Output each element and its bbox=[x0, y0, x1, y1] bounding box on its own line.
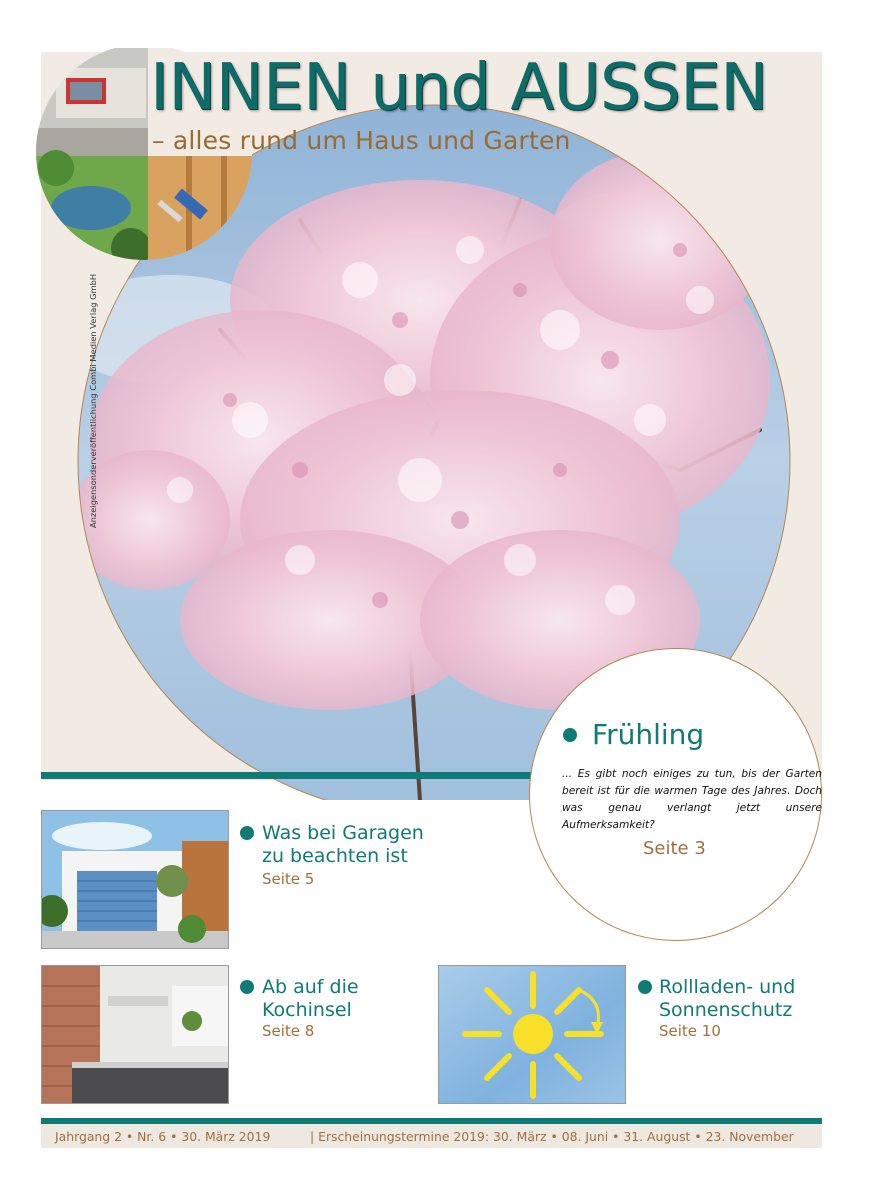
feature-page-ref[interactable]: Seite 3 bbox=[643, 838, 706, 859]
sun-icon bbox=[438, 965, 626, 1104]
feature-text: ... Es gibt noch einiges zu tun, bis der Garten bereit ist für die warmen Tage des Jahres. Doch was genau verlangt jetzt unsere Aufmerksamkeit? bbox=[562, 768, 822, 831]
footer-dates: | Erscheinungstermine 2019: 30. März • 08. Juni • 31. August • 23. November bbox=[310, 1129, 794, 1144]
kitchen-photo bbox=[41, 965, 229, 1104]
garage-photo bbox=[41, 810, 229, 949]
bullet-icon bbox=[563, 728, 577, 742]
page-ref-garage[interactable]: Seite 5 bbox=[262, 870, 315, 888]
page-ref-sunscreen[interactable]: Seite 10 bbox=[659, 1022, 721, 1040]
heading-line: zu beachten ist bbox=[262, 845, 408, 867]
article-heading-sunscreen[interactable] bbox=[659, 976, 795, 1022]
footer-issue: Jahrgang 2 • Nr. 6 • 30. März 2019 bbox=[55, 1129, 271, 1144]
magazine-title: INNEN und AUSSEN bbox=[150, 51, 768, 125]
heading-line: Sonnenschutz bbox=[659, 999, 793, 1021]
article-heading-garage[interactable] bbox=[262, 822, 424, 868]
publisher-note: Anzeigensonderveröffentlichung Combi Medien Verlag GmbH bbox=[88, 273, 98, 528]
heading-line: Kochinsel bbox=[262, 999, 352, 1021]
divider-top bbox=[41, 772, 541, 779]
feature-title[interactable]: Frühling bbox=[592, 718, 705, 751]
bullet-icon bbox=[240, 980, 254, 994]
heading-line: Was bei Garagen bbox=[262, 822, 424, 844]
page-ref-kitchen[interactable]: Seite 8 bbox=[262, 1022, 315, 1040]
heading-line: Rollladen- und bbox=[659, 976, 796, 998]
bullet-icon bbox=[240, 826, 254, 840]
bullet-icon bbox=[638, 980, 652, 994]
heading-line: Ab auf die bbox=[262, 976, 359, 998]
article-heading-kitchen[interactable] bbox=[262, 976, 359, 1022]
magazine-subtitle: – alles rund um Haus und Garten bbox=[152, 126, 571, 155]
